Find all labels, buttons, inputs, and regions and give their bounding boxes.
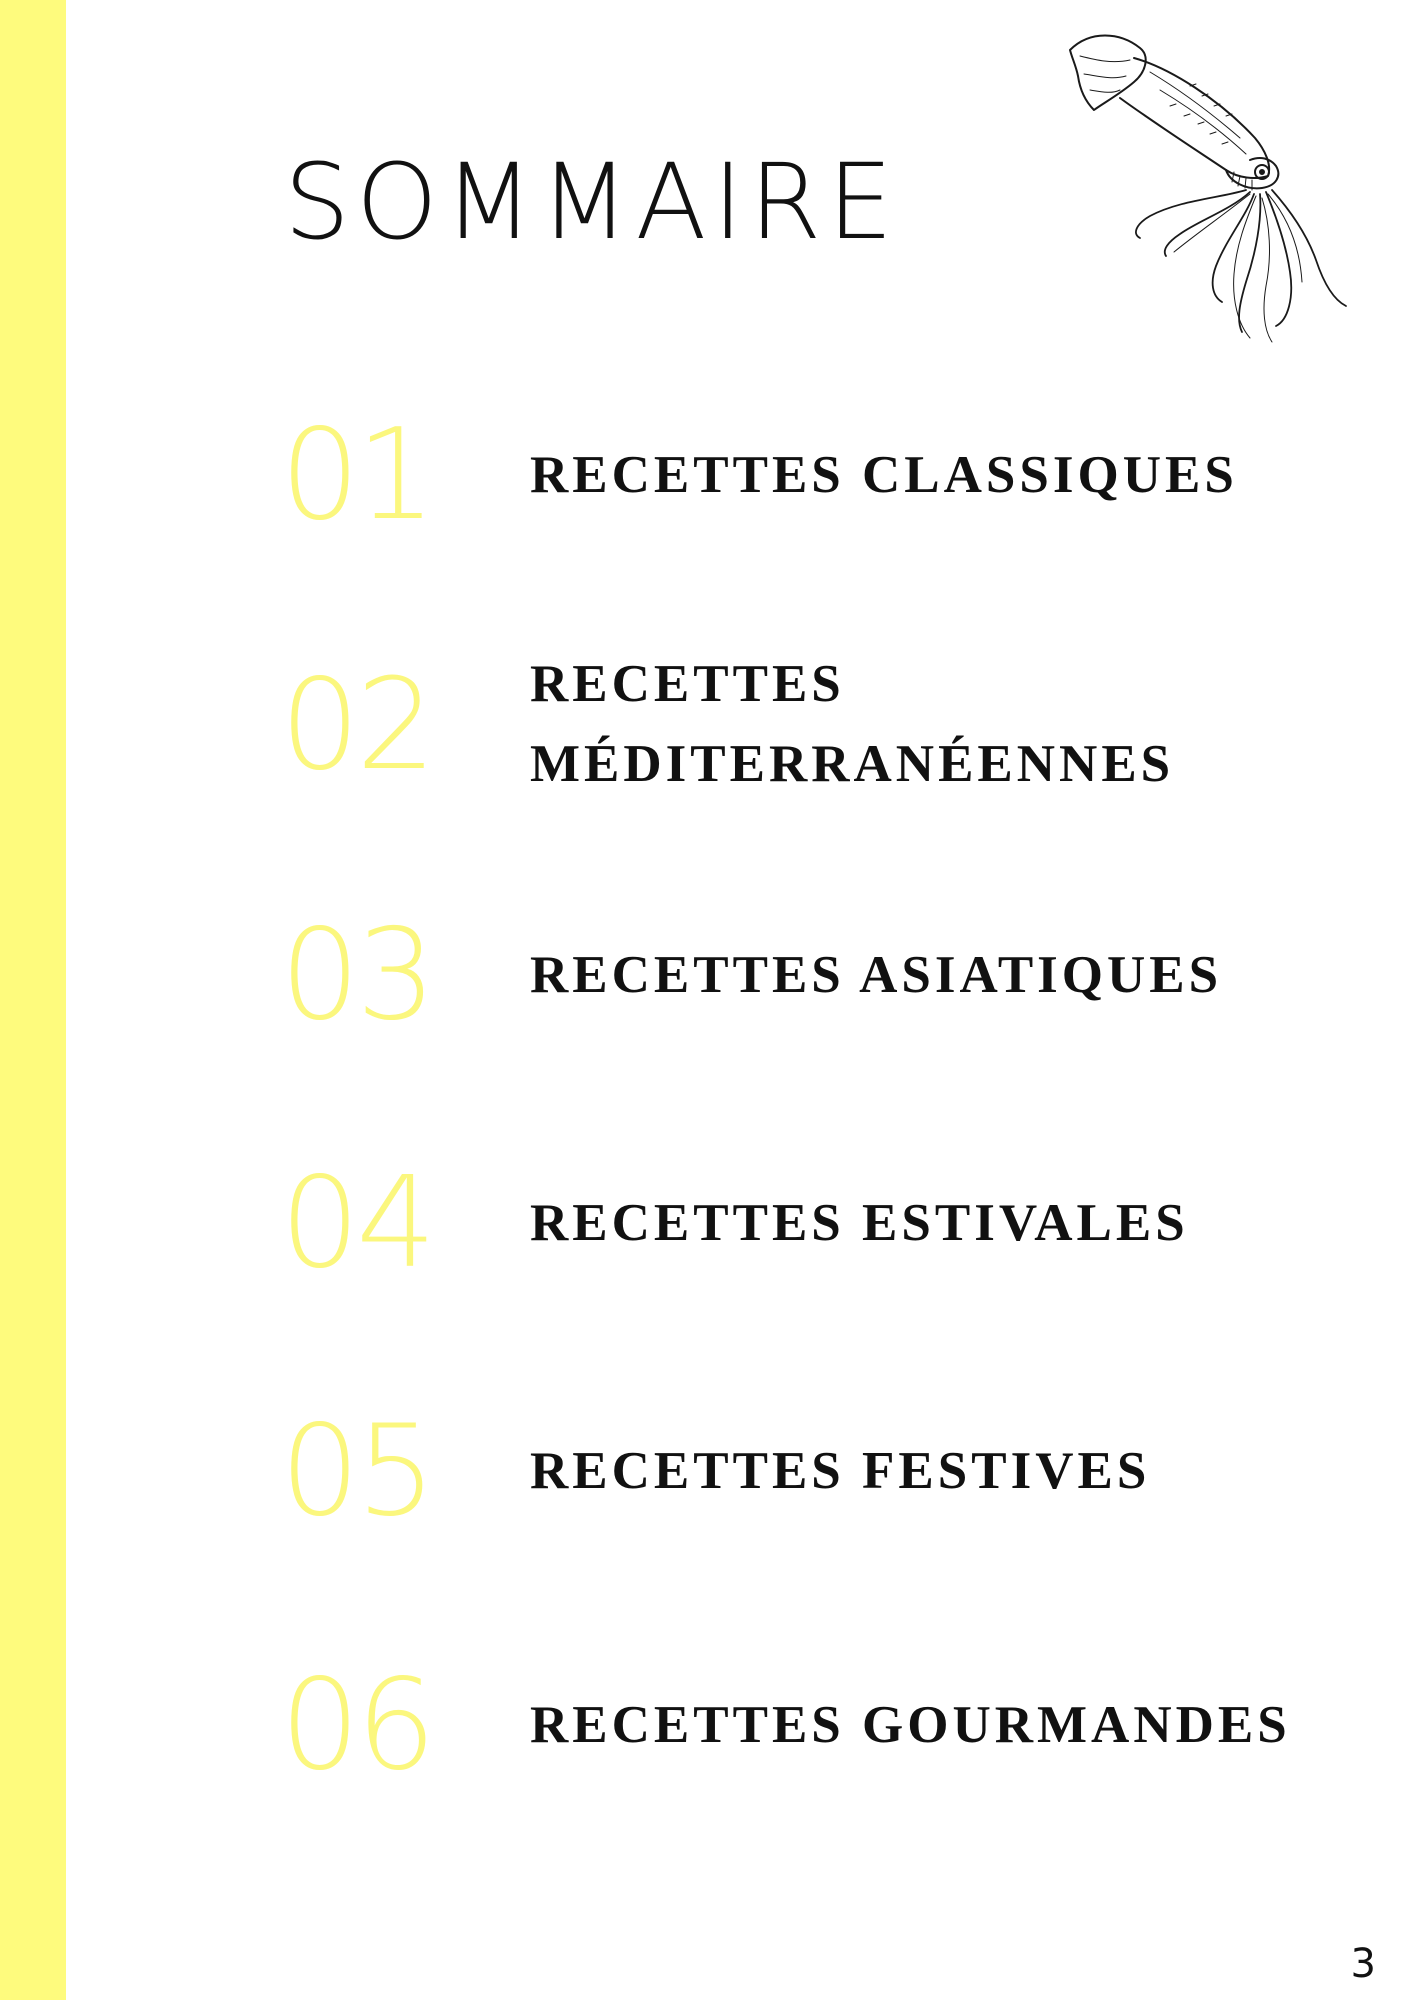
- toc-number: 05: [280, 1397, 433, 1544]
- toc-item[interactable]: [280, 1651, 1380, 1798]
- toc-number: 01: [280, 401, 433, 548]
- page-title: SOMMAIRE: [284, 141, 900, 263]
- page-number: 3: [1350, 1941, 1376, 1987]
- toc-number: 04: [280, 1149, 433, 1296]
- toc-label: RECETTES MÉDITERRANÉENNES: [530, 655, 1175, 793]
- toc-label: RECETTES CLASSIQUES: [530, 446, 1238, 504]
- toc-item[interactable]: [280, 651, 1380, 798]
- toc-item[interactable]: [280, 1149, 1380, 1296]
- toc-number: 06: [280, 1651, 433, 1798]
- toc-label: RECETTES ESTIVALES: [530, 1194, 1189, 1252]
- toc-label: RECETTES FESTIVES: [530, 1442, 1151, 1500]
- toc-label: RECETTES ASIATIQUES: [530, 946, 1223, 1004]
- toc-number: 02: [280, 651, 433, 798]
- toc-item[interactable]: [280, 1397, 1380, 1544]
- toc-label: RECETTES GOURMANDES: [530, 1696, 1291, 1754]
- toc-item[interactable]: [280, 901, 1380, 1048]
- toc-item[interactable]: [280, 401, 1380, 548]
- toc-number: 03: [280, 901, 433, 1048]
